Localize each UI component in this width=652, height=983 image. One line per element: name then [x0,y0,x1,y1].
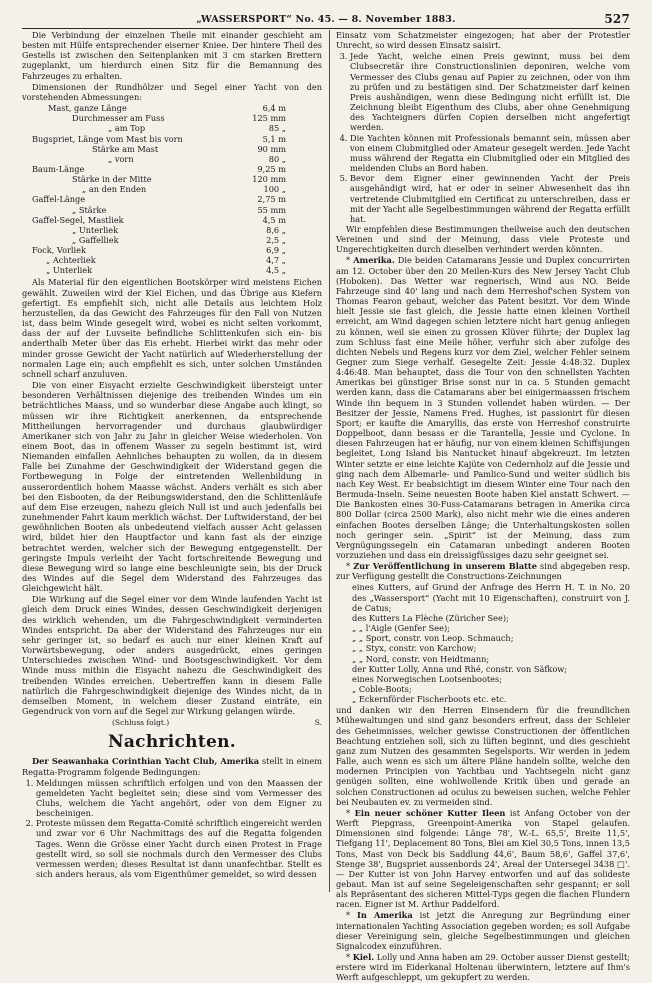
dimension-value: 5,1 m [262,133,286,144]
dimension-label: Stärke am Mast [92,143,159,154]
article-paragraph: und danken wir den Herren Einsendern für die freundlichen Mühewaltungen und sind ganz besonders erfreut, dass der Schleier des Geheimnisses, welcher gewisse Constructionen der öffentlichen Beachtung entziehen soll, sich zu lüften beginnt, und dies geschieht ganz zum Nutzen des gesammten Segelsports. Wir werden in jedem Falle, auch wenn es sich um ältere Pläne handeln sollte, welche den modernen Principien von Yachtbau und Yachtsegeln nicht ganz genügen sollten, eine wohlwollende Kritik üben und gerade an solchen Constructionen ad oculus zu beweisen suchen, welche Fehler bei Neubauten ev. zu vermeiden sind. [336,705,630,807]
dimension-value: 120 mm [252,174,286,185]
rule-item: 3. Jede Yacht, welche einen Preis gewinnt, muss bei dem Clubsecretär ihre Constructionslinien deponiren, welche vom Vermesser des Clubs genau auf Papier zu zeichnen, oder von ihm zu prüfen und zu bestätigen sind. Der Schatzmeister darf keinen Preis aushändigen, wenn diese Bedingung nicht erfüllt ist. Die Zeichnung bleibt Eigenthum des Clubs, aber ohne Genehmigung des Yachteigners dürfen Copien derselben nicht angefertigt werden. [350,51,630,132]
article-paragraph: Die Wirkung auf die Segel einer vor dem Winde laufenden Yacht ist gleich dem Druck eines Windes, dessen Geschwindigkeit derjenigen des wirklich wehenden, um die Fahrgeschwindigkeit verminderten Windes entspricht. Da aber der Widerstand des Fahrzeuges nur ein sehr geringer ist, so bedarf es auch nur einer kleinen Kraft auf Vorwärtsbewegung, oder anders ausgedrückt, eines geringen Unterschiedes zwischen Wind- und Bootsgeschwindigkeit. Vor dem Winde muss mithin die Eisyacht nahezu die Geschwindigkeit des treibenden Windes erreichen. Uebertreffen kann in diesem Falle natürlich die Fahrgeschwindigkeit diejenige des Windes nicht, da in demselben Moment, in welchem dieser Zustand einträte, ein Gegendruck von vorn auf die Segel zur Wirkung gelangen würde. [22,594,322,717]
news-item: * Zur Veröffentlichung in unserem Blatte sind abgegeben resp. zur Verfügung gestellt die Constructions-Zeichnungen [336,561,630,582]
news-item-text: ist Anfang October von der Werft Piepgrass, Greenpoint-Amerika von Stapel gelaufen. Dimensionen sind folgende: Länge 78', W.-L. 65,5', Breite 11,5', Tiefgang 11', Deplacement 80 Tons, Blei am Kiel 30,5 Tons, innen 13,5 Tons, Mast von Deck bis Saddlung 44,6', Baum 58,6', Gaffel 37,6', Stenge 38', Bugspriet aussenbords 24', Areal der Untersegel 3438 □'. — Der Kutter ist von John Harvey entworfen und auf das solideste gebaut. Man ist auf seine Segeleigenschaften sehr gespannt; er soll als Repräsentant des sicheren Mittel-Typs gegen die flachen Flundern racen. Eigner ist M. Arthur Paddelford. [336,807,631,910]
dimension-label: „ Stärke [72,204,107,215]
dimensions-table [22,103,322,275]
dimension-label: Durchmesser am Fuss [72,113,165,124]
dimension-label: Bugspriet, Länge vom Mast bis vorn [32,133,183,144]
rule-item: 2. Proteste müssen dem Regatta-Comité schriftlich eingereicht werden und zwar vor 6 Uhr Nachmittags des auf die Regatta folgenden Tages. Wenn die Grösse einer Yacht durch einen Protest in Frage gestellt wird, so soll sie nochmals durch den Vermesser des Clubs vermessen werden; dieses Resultat ist dann unanfechtbar. Stellt es sich anders heraus, als vom Eigenthümer gemeldet, so wird dessen [36,818,322,879]
article-paragraph: Die Verbindung der einzelnen Theile mit einander geschieht am besten mit Hülfe entsprechender eiserner Kniee. Der hintere Theil des Gestells ist zwischen den Seitenplanken mit 3 cm starken Brettern zugeplankt, um hierdurch einen Sitz für die Bemannung des Fahrzeuges zu erhalten. [22,30,322,81]
dimension-row [22,225,322,235]
dimension-value: 9,25 m [257,163,286,174]
news-item-text: Die beiden Catamarans Jessie und Duplex concurrirten am 12. October über den 20 Meilen-Kurs des New Jersey Yacht Club (Hoboken). Das Wetter war regnerisch, Wind aus NO. Beide Fahrzeuge sind 40' lang und nach dem Herreshof'schen System von Thomas Fearon gebaut, welcher das Patent besitzt. Vor dem Winde hielt Jessie sie fast gleich, die Jessie hatte einen kleinen Vortheil erreicht, am Wind dagegen schien letztere nicht hart genug anliegen zu können, weil sie einen zu grossen Klüver führte; der Duplex lag zum Schluss fast eine Meile höher, verfuhr sich aber zufolge des dichten Nebels und Regens kurz vor dem Ziel, welcher Fehler seinem Gegner zum Siege verhalf. Gesegelte Zeit: Jessie 4:48:32. Duplex 4:46:48. Man behauptet, dass die Tour von den schnellsten Yachten Amerikas bei günstiger Brise sonst nur in ca. 5 Stunden gemacht werden kann, dass die Catamarans aber bei einigermaassen frischem Winde ihn bequem in 3 Stunden vollendet haben würden. — Der Besitzer der Jessie, Namens Fred. Hughes, ist passionirt für diesen Sport; er kaufte die Amaryllis, das erste von Herreshof construirte Doppelboot, dann besass er die Tarantella, Jessie und Cyclone. In diesen Fahrzeugen hat er häufig, nur von einem kleinen Schiffsjungen begleitet, Long Island bis Nantucket hinauf abgekreuzt. Im letzten Winter setzte er eine leichte Kajüte von Cedernholz auf die Jessie und ging nach dem Albemarle- und Pamlico-Sund und weiter südlich bis nach Key West. Er beabsichtigt im diesem Winter eine Tour nach den Bermuda-Inseln. Seine neuesten Boote haben Kiel anstatt Schwert. — Die Bankosten eines 30-Fuss-Catamarans betragen in Amerika circa 800 Dollar (circa 2500 Mark), also nicht mehr wie die eines anderen einfachen Bootes derselben Länge; die Unterhaltungskosten sollen noch geringer sein. „Spirit“ ist der Meinung, dass zum Vergnügungssegeln ein Catamaran unbedingt anderen Booten vorzuziehen und dass ein dreissigfüssiges dazu sehr geeignet sei. [336,255,630,560]
dimension-label: „ Unterliek [72,224,119,235]
dimension-value: 85 „ [268,123,286,134]
dimension-label: „ Achterliek [46,255,96,266]
dimension-value: 4,5 m [262,214,286,225]
dimension-value: 2,75 m [257,194,286,205]
dimension-row [22,194,322,204]
rule-item: 5. Bevor dem Eigner einer gewinnenden Yacht der Preis ausgehändigt wird, hat er oder in seiner Abwesenheit das ihn vertretende Clubmitglied ein Certificat zu unterschreiben, dass er mit der Yacht alle Segelbestimmungen während der Regatta erfüllt hat. [350,173,630,224]
dimension-value: 2,5 „ [266,234,286,245]
drawings-list [336,582,630,704]
article-closing [22,718,322,728]
dimension-row [22,255,322,265]
news-item-heading: Der Seawanhaka Corinthian Yacht Club, Amerika [32,756,260,767]
dimension-label: „ an den Enden [82,184,147,195]
column-divider [329,30,330,892]
drawing-list-item: „ „ l'Aigle (Genfer See); [352,623,450,634]
section-heading: Nachrichten. [108,732,236,753]
drawing-list-item: „ „ Sport, constr. von Leop. Schmauch; [352,633,514,644]
dimension-row [22,215,322,225]
article-paragraph: Als Material für den eigentlichen Bootskörper wird meistens Eichen gewählt. Zuweilen wird der Kiel Eichen, und das Übrige aus Kiefern gefertigt. Es empfiehlt sich, nicht alle Details aus leichtem Holz herzustellen, da das Gewicht des Fahrzeuges für den Fall von Nutzen ist, dass beim Winde gesegelt wird, wobei es nicht selten vorkommt, dass der auf der Luvseite befindliche Schlittenkufen sich ein- bis anderthalb Meter über das Eis erhebt. Hierbei wirkt das mehr oder minder grosse Gewicht der Yacht natürlich auf Wiederherstellung der normalen Lage ein; auch empfiehlt es sich, unter solchen Umständen schnell scharf anzuluven. [22,277,322,379]
dimension-row [22,164,322,174]
dimension-value: 55 mm [257,204,286,215]
drawing-list-item: „ Eckernförder Fischerboots etc. etc. [352,694,507,705]
dimension-label: Mast, ganze Länge [48,103,127,114]
dimension-value: 100 „ [263,184,286,195]
article-paragraph: Wir empfehlen diese Bestimmungen theilweise auch den deutschen Vereinen und sind der Meinung, dass viele Proteste und Ungerechtigkeiten durch dieselben verhindert werden könnten. [336,223,630,255]
page-number: 527 [604,12,630,26]
drawing-list-item: „ Coble-Boots; [352,684,412,694]
dimension-label: „ Unterliek [46,265,93,276]
left-column [22,30,322,892]
dimension-label: „ am Top [108,123,146,134]
news-item: * Ein neuer schöner Kutter Ileen ist Anfang October von der Werft Piepgrass, Greenpoint-Amerika von Stapel gelaufen. Dimensionen sind folgende: Länge 78', W.-L. 65,5', Breite 11,5', Tiefgang 11', Deplacement 80 Tons, Blei am Kiel 30,5 Tons, innen 13,5 Tons, Mast von Deck bis Saddlung 44,6', Baum 58,6', Gaffel 37,6', Stenge 38', Bugspriet aussenbords 24', Areal der Untersegel 3438 □'. — Der Kutter ist von John Harvey entworfen und auf das solideste gebaut. Man ist auf seine Segeleigenschaften sehr gespannt; er soll als Repräsentant des sicheren Mittel-Typs gegen die flachen Flundern racen. Eigner ist M. Arthur Paddelford. [336,807,631,910]
article-paragraph: Dimensionen der Rundhölzer und Segel einer Yacht von den vorstehenden Abmessungen: [22,81,322,102]
news-item-text: stellt in einem Regatta-Programm folgende Bedingungen: [22,756,322,777]
drawing-list-item: „ „ Nord, constr. von Heidtmann; [352,653,490,664]
rules-list-continued [336,51,630,224]
dimension-row [22,174,322,184]
dimension-row [22,113,322,123]
dimension-value: 4,5 „ [266,265,286,276]
dimension-row [22,154,322,164]
dimension-row [22,235,322,245]
rules-list [22,778,322,880]
dimension-value: 8,6 „ [266,224,286,235]
dimension-value: 6,4 m [262,103,286,114]
dimension-value: 4,7 „ [266,255,286,266]
running-header-title: „WASSERSPORT“ No. 45. — 8. November 1883. [196,14,456,25]
dimension-row [22,184,322,194]
drawing-list-item: der Kutter Lolly, Anna und Rhé, constr. von Säfkow; [352,663,568,674]
dimension-value: 90 mm [257,143,286,154]
dimension-value: 6,9 „ [266,245,286,256]
news-item-text: Lolly und Anna haben am 29. October ausser Dienst gestellt; erstere wird im Eiderkanal Holtenau überwintern, letztere auf Ihm's Werft aufgeschleppt, um gekupfert zu werden. [336,952,631,983]
author-signature: S. [314,718,322,728]
news-item-heading: Zur Veröffentlichung in unserem Blatte [353,561,537,572]
dimension-label: Baum-Länge [32,163,85,174]
news-item: * Kiel. Lolly und Anna haben am 29. October ausser Dienst gestellt; erstere wird im Eiderkanal Holtenau überwintern, letztere auf Ihm's Werft aufgeschleppt, um gekupfert zu werden. [336,952,631,983]
dimension-label: Gaffel-Segel, Mastliek [32,214,124,225]
news-item-text: sind abgegeben resp. zur Verfügung gestellt die Constructions-Zeichnungen [336,561,630,582]
rule-item: 1. Meldungen müssen schriftlich erfolgen und von den Maassen der gemeldeten Yacht begleitet sein; diese sind vom Vermesser des Clubs, welchem die Yacht angehört, oder von dem Eigner zu bescheinigen. [36,778,322,819]
rule-item: 4. Die Yachten können mit Professionals bemannt sein, müssen aber von einem Clubmitglied oder Amateur gesegelt werden. Jede Yacht muss während der Regatta ein Clubmitglied oder ein Mitglied des meldenden Clubs an Bord haben. [350,133,630,174]
article-paragraph: Einsatz vom Schatzmeister eingezogen; hat aber der Protestler Unrecht, so wird dessen Einsatz saisirt. [336,30,630,51]
drawing-list-item: des Kutters La Flèche (Züricher See); [352,612,509,623]
dimension-label: Fock, Vorliek [32,245,86,256]
dimension-row [22,205,322,215]
running-header [22,14,630,29]
news-item-heading: Amerika. [353,255,395,266]
news-item-heading: Ein neuer schöner Kutter Ileen [354,807,506,818]
dimension-row [22,265,322,275]
dimension-row [22,245,322,255]
right-column [336,30,631,983]
drawing-list-item: eines Norwegischen Lootsenbootes; [352,673,502,684]
dimension-row [22,103,322,113]
article-paragraph: Die von einer Eisyacht erzielte Geschwindigkeit übersteigt unter besonderen Verhältnissen diejenige des treibenden Windes um ein beträchtliches Maass, und so wunderbar diese Angabe auch klingt, so müssen wir ihre Richtigkeit anerkennen, da entsprechende Mittheilungen hervorragender und durchaus glaubwürdiger Amerikaner sich von Jahr zu Jahr in gleicher Weise wiederholen. Von einem Boot, das in offenem Wasser zu segeln bestimmt ist, wird Niemanden einfallen Aehnliches behaupten zu wollen, da in diesem Falle bei Zunahme der Geschwindigkeit der Widerstand gegen die Fortbewegung in Folge der eintretenden Wellenbildung in ausserordentlich hohem Maasse wächst. Anders verhält es sich aber bei den Eisbooten, da der Reibungswiderstand, den die Schlittenläufe auf dem Eise erzeugen, nahezu gleich Null ist und auch jedenfalls bei zunehmender Fahrt kaum merklich wächst. Der Luftwiderstand, der bei gewöhnlichen Booten als unbedeutend vielfach ausser Acht gelassen wird, bildet hier den Hauptfactor und kann fast als der einzige betrachtet werden, welcher sich der Bewegung entgegenstellt. Der geringste Impuls verleiht der Yacht fortschreitende Bewegung und diese Bewegung wird so lange eine beschleunigte sein, bis der Druck des Windes auf die Segel dem Widerstand des Fahrzeuges das Gleichgewicht hält. [22,380,322,594]
news-item [22,756,322,776]
news-item-text: ist jetzt die Anregung zur Begründung einer internationalen Yachting Association gegeben worden; es soll Aufgabe dieser Vereinigung sein, gleiche Segelbestimmungen und gleichen Signalcodex einzuführen. [336,910,630,951]
dimension-value: 125 mm [252,113,286,124]
drawing-list-item: eines Kutters, auf Grund der Anfrage des Herrn H. T. in No. 20 des „Wassersport“ (Yacht mit 10 Eigenschaften), construirt von J. de Catus; [352,582,630,613]
news-item-heading: In Amerika [357,910,413,921]
news-item-heading: Kiel. [352,952,375,963]
dimension-label: „ Gaffelliek [72,234,119,245]
dimension-row [22,144,322,154]
dimension-label: „ vorn [108,153,134,164]
drawing-list-item: „ „ Styx, constr. von Karchow; [352,643,477,654]
dimension-label: Stärke in der Mitte [72,174,152,185]
dimension-row [22,134,322,144]
dimension-value: 80 „ [268,153,286,164]
news-item: * Amerika. Die beiden Catamarans Jessie und Duplex concurrirten am 12. October über den 20 Meilen-Kurs des New Jersey Yacht Club (Hoboken). Das Wetter war regnerisch, Wind aus NO. Beide Fahrzeuge sind 40' lang und nach dem Herreshof'schen System von Thomas Fearon gebaut, welcher das Patent besitzt. Vor dem Winde hielt Jessie sie fast gleich, die Jessie hatte einen kleinen Vortheil erreicht, am Wind dagegen schien letztere nicht hart genug anliegen zu können, weil sie einen zu grossen Klüver führte; der Duplex lag zum Schluss fast eine Meile höher, verfuhr sich aber zufolge des dichten Nebels und Regens kurz vor dem Ziel, welcher Fehler seinem Gegner zum Siege verhalf. Gesegelte Zeit: Jessie 4:48:32. Duplex 4:46:48. Man behauptet, dass die Tour von den schnellsten Yachten Amerikas bei günstiger Brise sonst nur in ca. 5 Stunden gemacht werden kann, dass die Catamarans aber bei einigermaassen frischem Winde ihn bequem in 3 Stunden vollendet haben würden. — Der Besitzer der Jessie, Namens Fred. Hughes, ist passionirt für diesen Sport; er kaufte die Amaryllis, das erste von Herreshof construirte Doppelboot, dann besass er die Tarantella, Jessie und Cyclone. In diesen Fahrzeugen hat er häufig, nur von einem kleinen Schiffsjungen begleitet, Long Island bis Nantucket hinauf abgekreuzt. Im letzten Winter setzte er eine leichte Kajüte von Cedernholz auf die Jessie und ging nach dem Albemarle- und Pamlico-Sund und weiter südlich bis nach Key West. Er beabsichtigt im diesem Winter eine Tour nach den Bermuda-Inseln. Seine neuesten Boote haben Kiel anstatt Schwert. — Die Bankosten eines 30-Fuss-Catamarans betragen in Amerika circa 800 Dollar (circa 2500 Mark), also nicht mehr wie die eines anderen einfachen Bootes derselben Länge; die Unterhaltungskosten sollen noch geringer sein. „Spirit“ ist der Meinung, dass zum Vergnügungssegeln ein Catamaran unbedingt anderen Booten vorzuziehen und dass ein dreissigfüssiges dazu sehr geeignet sei. [336,255,630,560]
news-item: * In Amerika ist jetzt die Anregung zur Begründung einer internationalen Yachting Association gegeben worden; es soll Aufgabe dieser Vereinigung sein, gleiche Segelbestimmungen und gleichen Signalcodex einzuführen. [336,910,630,951]
dimension-row [22,123,322,133]
dimension-label: Gaffel-Länge [32,194,86,205]
continuation-note: (Schluss folgt.) [112,718,170,728]
